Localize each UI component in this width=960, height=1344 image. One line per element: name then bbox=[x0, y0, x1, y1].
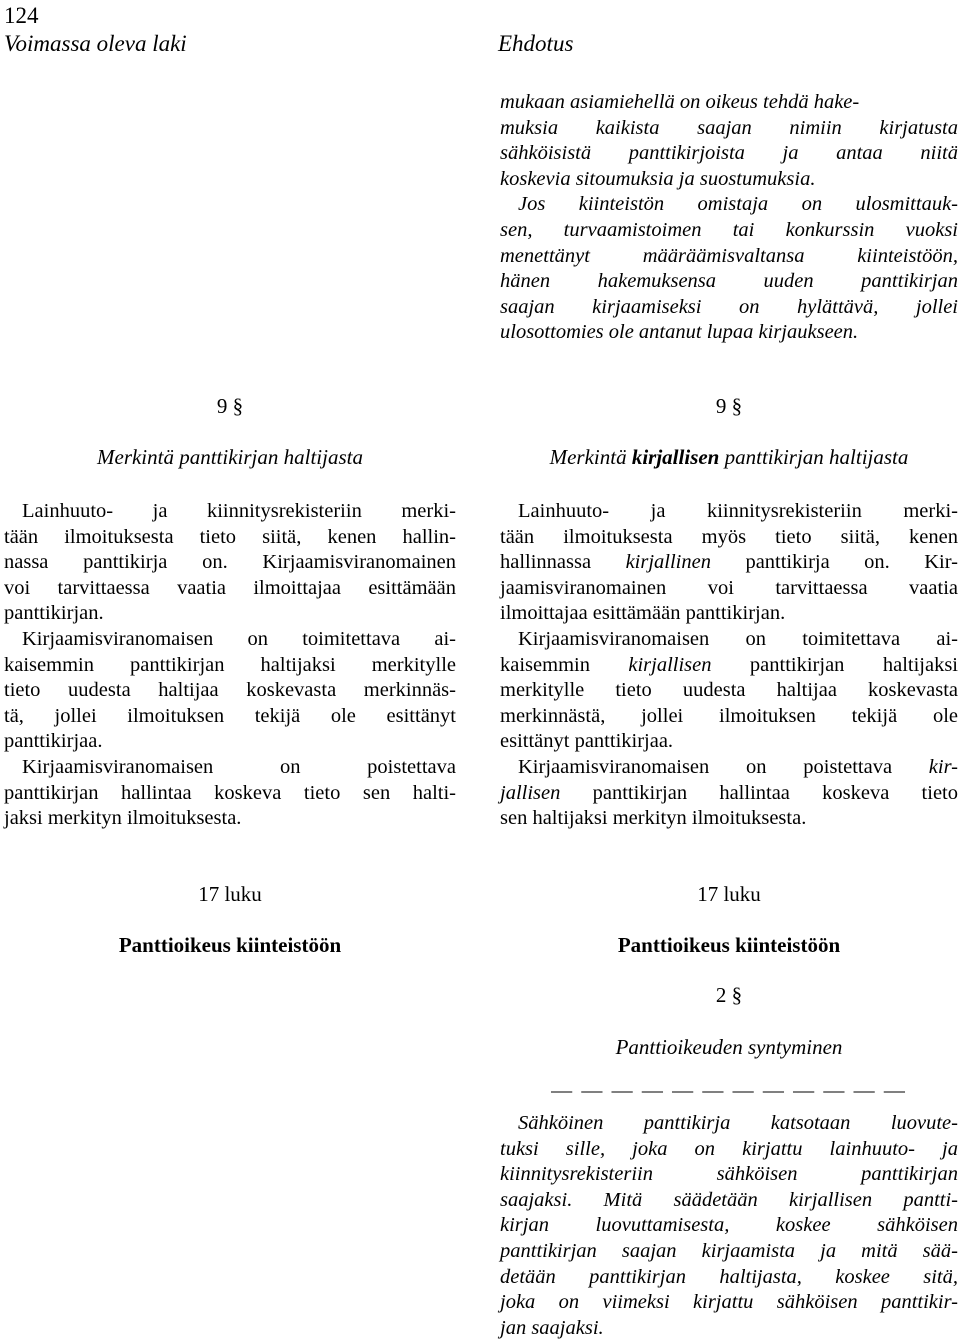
text-line: esittänyt panttikirjaa. bbox=[500, 730, 674, 753]
emphasis: kirjallisen bbox=[628, 653, 712, 676]
text-line: Lainhuuto- ja kiinnitysrekisteriin merki- bbox=[518, 500, 958, 522]
left-section-title: Merkintä panttikirjan haltijasta bbox=[97, 445, 363, 469]
text-line: hänen hakemuksensa uuden panttikirjan bbox=[500, 270, 958, 293]
text-line: nassa panttikirja on. Kirjaamisviranomainen bbox=[4, 551, 456, 574]
text-line: Sähköinen panttikirja katsotaan luovute- bbox=[518, 1112, 958, 1134]
text-line: saajaksi. Mitä säädetään kirjallisen pantti- bbox=[500, 1188, 958, 1211]
text-line: panttikirjan saajan kirjaamista ja mitä sää- bbox=[500, 1239, 958, 1262]
emphasis: kir- bbox=[928, 755, 958, 778]
right-column-header: Ehdotus bbox=[498, 31, 574, 56]
text-line: kiinnitysrekisteriin sähköisen panttikirjan bbox=[500, 1163, 958, 1186]
text-line: Kirjaamisviranomaisen on toimitettava ai- bbox=[518, 627, 958, 650]
text-line: voi tarvittaessa vaatia ilmoittajaa esittämään bbox=[4, 576, 456, 599]
proposal-intro-paragraph bbox=[500, 90, 958, 346]
text-line: panttikirjan. bbox=[4, 602, 104, 625]
text-line: Kirjaamisviranomaisen on poistettava bbox=[22, 755, 456, 778]
title-emphasis: kirjallisen bbox=[631, 445, 720, 469]
text-line: muksia kaikista saajan nimiin kirjatusta bbox=[500, 116, 958, 139]
text-line: tä, jollei ilmoituksen tekijä ole esittänyt bbox=[4, 704, 456, 727]
text-line: detään panttikirjan haltijasta, koskee sitä, bbox=[500, 1265, 958, 1288]
text-line: mukaan asiamiehellä on oikeus tehdä hake- bbox=[500, 91, 860, 113]
text-line: Jos kiinteistön omistaja on ulosmittauk- bbox=[518, 193, 958, 216]
text-line: jan saajaksi. bbox=[500, 1316, 604, 1339]
text-line: sen, turvaamistoimen tai konkurssin vuoksi bbox=[500, 218, 958, 241]
right-chapter-number: 17 luku bbox=[697, 882, 761, 906]
text-line: jaamisviranomainen voi tarvittaessa vaatia bbox=[500, 576, 958, 599]
text-line: jallisen panttikirjan hallintaa koskeva tieto bbox=[500, 781, 958, 804]
text-line: ilmoittajaa esittämään panttikirjan. bbox=[500, 602, 786, 625]
left-chapter-number: 17 luku bbox=[198, 882, 262, 906]
text-line: tään ilmoituksesta tieto siitä, kenen hallin- bbox=[4, 525, 456, 548]
text-line: panttikirjan hallintaa koskeva tieto sen halti- bbox=[4, 781, 456, 804]
title-part: Merkintä bbox=[549, 445, 632, 469]
title-part: panttikirjan haltijasta bbox=[719, 445, 909, 469]
right-section-number: 9 § bbox=[715, 394, 743, 418]
left-section-body bbox=[4, 499, 456, 832]
text-line: jaksi merkityn ilmoituksesta. bbox=[4, 807, 242, 830]
text-line: kaisemmin panttikirjan haltijaksi merkitylle bbox=[4, 653, 456, 676]
right-section-body bbox=[500, 499, 958, 832]
text-line: Kirjaamisviranomaisen on poistettava kir- bbox=[518, 755, 958, 778]
text-line: tään ilmoituksesta myös tieto siitä, kenen bbox=[500, 525, 958, 548]
text-line: menettänyt määräämisvaltansa kiinteistöön, bbox=[500, 244, 958, 267]
left-chapter-title: Panttioikeus kiinteistöön bbox=[118, 933, 342, 957]
text-line: panttikirjaa. bbox=[4, 730, 103, 753]
emphasis: jallisen bbox=[500, 781, 561, 804]
right-section-title bbox=[500, 445, 958, 470]
text-line: kaisemmin kirjallisen panttikirjan haltijaksi bbox=[500, 653, 958, 676]
text-line: joka on viimeksi kirjattu sähköisen panttikir- bbox=[500, 1291, 958, 1314]
left-section-number: 9 § bbox=[216, 394, 244, 418]
text-line: saajan kirjaamiseksi on hylättävä, jollei bbox=[500, 295, 958, 318]
text-line: hallinnassa kirjallinen panttikirja on. Kir- bbox=[500, 551, 958, 574]
text-line: Lainhuuto- ja kiinnitysrekisteriin merki- bbox=[22, 500, 456, 522]
text-line: sähköisistä panttikirjoista ja antaa niitä bbox=[500, 142, 958, 165]
emphasis: kirjallinen bbox=[625, 551, 711, 574]
right-subsection-title: Panttioikeuden syntyminen bbox=[615, 1035, 843, 1059]
text-line: tuksi sille, joka on kirjattu lainhuuto- ja bbox=[500, 1137, 958, 1160]
text-line: merkitylle tieto uudesta haltijaa koskevasta bbox=[500, 679, 958, 702]
text-line: Kirjaamisviranomaisen on toimitettava ai- bbox=[22, 627, 456, 650]
text-line: kirjan luovuttamisesta, koskee sähköisen bbox=[500, 1214, 958, 1237]
omission-dashes: — — — — — — — — — — — — bbox=[551, 1078, 907, 1102]
text-line: ulosottomies ole antanut lupaa kirjaukseen. bbox=[500, 321, 859, 344]
right-chapter-title: Panttioikeus kiinteistöön bbox=[617, 933, 841, 957]
right-subsection-body bbox=[500, 1111, 958, 1341]
left-column-header: Voimassa oleva laki bbox=[4, 31, 187, 56]
page-number: 124 bbox=[4, 3, 39, 28]
text-line: tieto uudesta haltijaa koskevasta merkinnäs- bbox=[4, 679, 456, 702]
right-subsection-number: 2 § bbox=[715, 983, 743, 1007]
text-line: merkinnästä, jollei ilmoituksen tekijä ole bbox=[500, 704, 958, 727]
text-line: sen haltijaksi merkityn ilmoituksesta. bbox=[500, 807, 807, 830]
text-line: koskevia sitoumuksia ja suostumuksia. bbox=[500, 167, 816, 190]
